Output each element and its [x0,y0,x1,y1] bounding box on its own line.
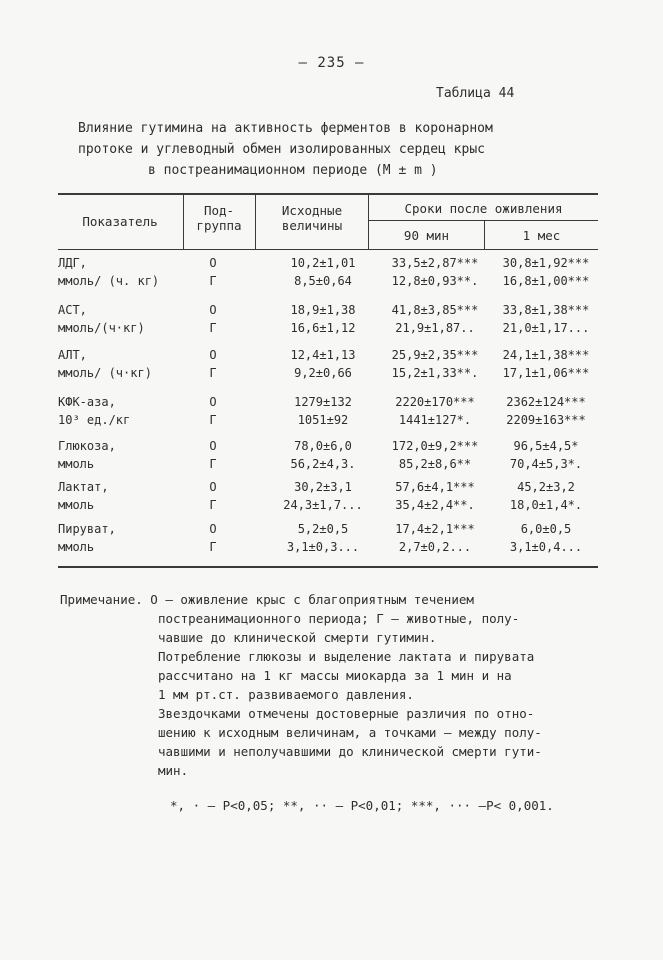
table-row [58,520,598,560]
table-top-rule [58,193,598,195]
indicator-unit: ммоль [58,498,95,512]
group-cell: Г [209,274,217,288]
header-group: Под- группа [196,203,242,233]
note-line: Примечание. О – оживление крыс с благоприятным течением [60,592,474,607]
value-90-min: 17,4±2,1*** [395,522,475,536]
value-90-min: 25,9±2,35*** [391,348,479,362]
note-line: чавшие до клинической смерти гутимин. [158,630,437,645]
initial-value: 1051±92 [297,413,349,427]
value-90-min: 1441±127*. [398,413,472,427]
indicator-unit: ммоль [58,540,95,554]
table-label: Таблица 44 [436,86,515,101]
table-row [58,478,598,518]
header-initial: Исходные величины [281,203,343,233]
note-line: шению к исходным величинам, а точками – между полу- [158,725,542,740]
caption-line-3: в постреанимационном периоде (М ± m ) [148,163,438,178]
p-value-legend: *, · – P<0,05; **, ·· – P<0,01; ***, ··· –P< 0,001. [170,798,554,813]
value-1-month: 70,4±5,3*. [509,457,583,471]
value-1-month: 6,0±0,5 [520,522,572,536]
indicator-name: Пируват, [58,522,116,536]
group-cell: О [209,303,217,317]
indicator-name: АСТ, [58,303,87,317]
indicator-name: Лактат, [58,480,109,494]
note-line: рассчитано на 1 кг массы миокарда за 1 мин и на [158,668,512,683]
table-bottom-rule [58,566,598,568]
initial-value: 16,6±1,12 [290,321,356,335]
table-row [58,301,598,341]
value-90-min: 12,8±0,93**. [391,274,479,288]
group-cell: О [209,348,217,362]
group-cell: О [209,480,217,494]
group-cell: Г [209,540,217,554]
indicator-unit: ммоль/ (ч·кг) [58,366,152,380]
value-1-month: 16,8±1,00*** [502,274,590,288]
indicator-unit: ммоль/(ч·кг) [58,321,145,335]
header-1-month: 1 мес [522,228,561,243]
group-cell: Г [209,498,217,512]
value-1-month: 2209±163*** [506,413,586,427]
note-line: Звездочками отмечены достоверные различия по отно- [158,706,535,721]
group-cell: Г [209,413,217,427]
header-indicator: Показатель [82,214,158,229]
page-number: – 235 – [298,55,365,71]
value-90-min: 41,8±3,85*** [391,303,479,317]
table-row [58,393,598,433]
initial-value: 8,5±0,64 [294,274,352,288]
value-90-min: 21,9±1,87.. [395,321,475,335]
group-cell: О [209,439,217,453]
value-90-min: 172,0±9,2*** [391,439,479,453]
note-line: постреанимационного периода; Г – животные, полу- [158,611,520,626]
header-bottom-rule [58,249,598,250]
initial-value: 3,1±0,3... [286,540,360,554]
value-1-month: 30,8±1,92*** [502,256,590,270]
note-line: мин. [158,763,189,778]
note-line: 1 мм рт.ст. развиваемого давления. [158,687,414,702]
initial-value: 30,2±3,1 [294,480,352,494]
table-notes [60,590,542,780]
indicator-name: Глюкоза, [58,439,116,453]
indicator-unit: ммоль/ (ч. кг) [58,274,160,288]
initial-value: 78,0±6,0 [294,439,352,453]
initial-value: 9,2±0,66 [294,366,352,380]
group-cell: О [209,522,217,536]
caption-line-1: Влияние гутимина на активность ферментов в коронарном [78,121,493,136]
value-1-month: 18,0±1,4*. [509,498,583,512]
value-90-min: 33,5±2,87*** [391,256,479,270]
group-cell: Г [209,366,217,380]
initial-value: 5,2±0,5 [297,522,349,536]
value-90-min: 2220±170*** [395,395,475,409]
value-1-month: 21,0±1,17... [502,321,590,335]
initial-value: 1279±132 [294,395,352,409]
note-line: чавшими и неполучавшими до клинической смерти гути- [158,744,542,759]
header-90-min: 90 мин [403,228,450,243]
group-cell: О [209,395,217,409]
group-cell: Г [209,457,217,471]
note-line: Потребление глюкозы и выделение лактата и пирувата [158,649,535,664]
value-1-month: 3,1±0,4... [509,540,583,554]
indicator-unit: ммоль [58,457,95,471]
value-90-min: 85,2±8,6** [398,457,472,471]
indicator-name: ЛДГ, [58,256,87,270]
initial-value: 12,4±1,13 [290,348,356,362]
initial-value: 10,2±1,01 [290,256,356,270]
indicator-name: АЛТ, [58,348,87,362]
value-1-month: 24,1±1,38*** [502,348,590,362]
value-1-month: 17,1±1,06*** [502,366,590,380]
value-90-min: 15,2±1,33**. [391,366,479,380]
table-row [58,437,598,477]
indicator-name: КФК-аза, [58,395,116,409]
value-1-month: 33,8±1,38*** [502,303,590,317]
header-timing: Сроки после оживления [404,201,563,216]
value-1-month: 96,5±4,5* [513,439,579,453]
caption-line-2: протоке и углеводный обмен изолированных сердец крыс [78,142,485,157]
value-90-min: 57,6±4,1*** [395,480,475,494]
table-row [58,254,598,294]
value-90-min: 2,7±0,2... [398,540,472,554]
value-90-min: 35,4±2,4**. [395,498,475,512]
initial-value: 24,3±1,7... [283,498,363,512]
table-row [58,346,598,386]
value-1-month: 45,2±3,2 [517,480,575,494]
group-cell: О [209,256,217,270]
table-caption [78,118,493,181]
timing-subheader-rule [368,220,598,221]
initial-value: 56,2±4,3. [290,457,356,471]
value-1-month: 2362±124*** [506,395,586,409]
indicator-unit: 10³ ед./кг [58,413,131,427]
initial-value: 18,9±1,38 [290,303,356,317]
group-cell: Г [209,321,217,335]
